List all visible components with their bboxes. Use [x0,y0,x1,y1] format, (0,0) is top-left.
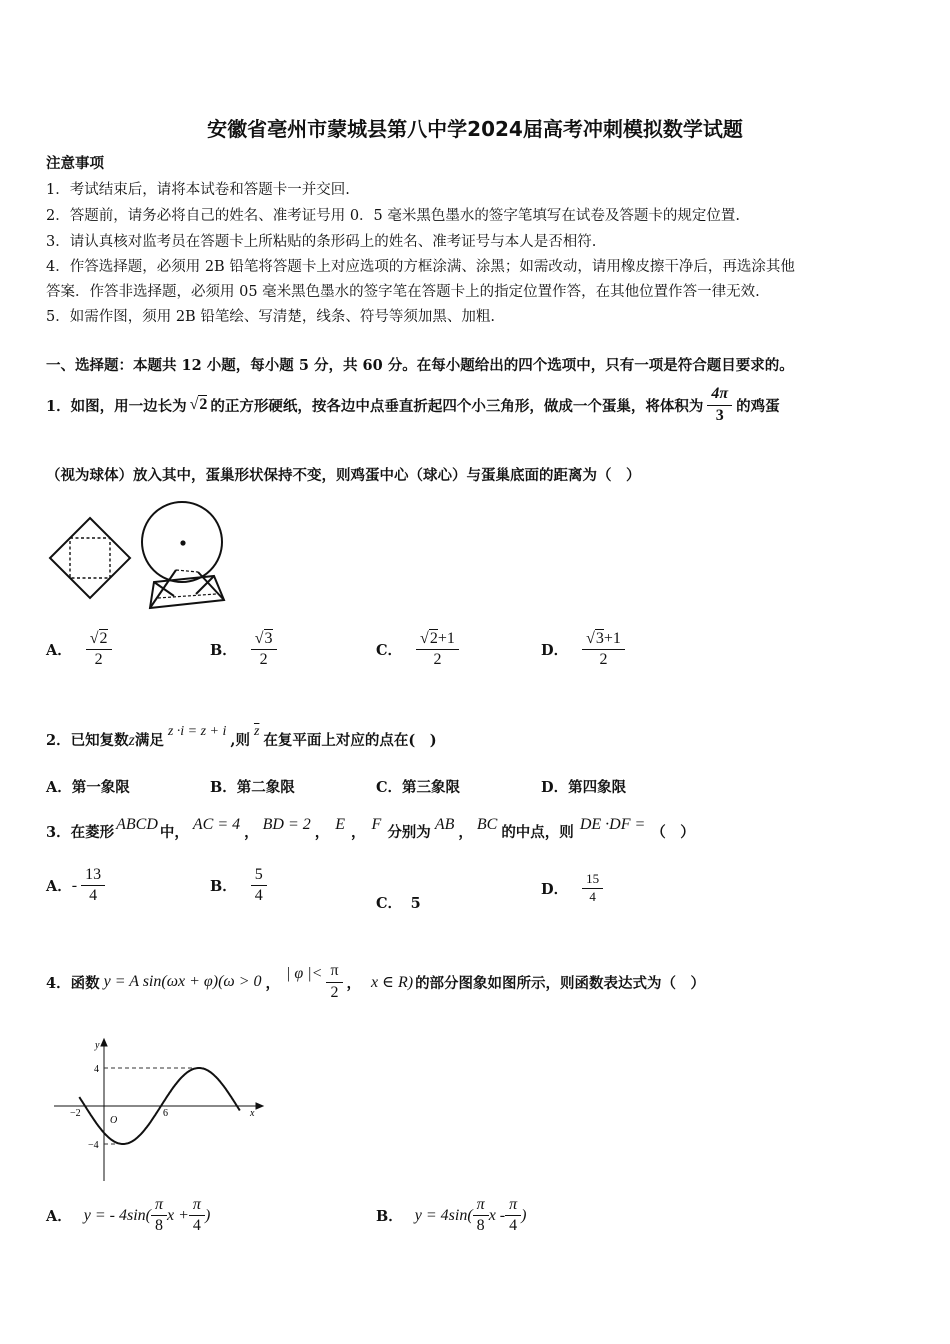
q1-sqrt: √2 [189,396,208,413]
option-label: B． [210,642,237,660]
denominator: 2 [599,651,608,669]
q3-text: 3．在菱形 [46,824,115,841]
q3-f: F [371,816,382,833]
q4-phi-bound: | φ |< [285,965,323,982]
option-expr: y = 4sin( [414,1206,473,1224]
q4-text: 4．函数 [46,974,100,992]
q1-egg-nest-figure [46,496,236,614]
q3-bd: BD = 2 [262,816,311,833]
q1-vol-den: 3 [715,406,724,424]
option-fraction [81,866,105,906]
notice-heading: 注意事项 [46,155,104,172]
q2-option-d[interactable]: D．第四象限 [541,779,627,796]
numerator: 15 [582,872,603,889]
denominator: 4 [89,887,98,905]
q2-text: 满足 [134,732,164,749]
q4-function: y = A sin(ωx + φ)(ω > 0 [103,973,262,990]
radicand: 3 [264,630,273,647]
q4-pi-over-2 [326,962,342,1002]
denominator: 2 [94,651,103,669]
sqrt-sign: √ [586,630,595,647]
option-label: C． [376,895,403,912]
option-fraction [582,630,625,670]
option-expr: ) [521,1206,527,1224]
q3-text: ， [458,824,473,841]
origin-label: O [110,1115,118,1126]
q4-option-a[interactable] [46,1196,210,1236]
q3-option-a[interactable] [46,866,105,906]
q1-radicand: 2 [199,396,208,413]
option-label: A． [46,878,72,896]
option-label: C． [376,642,403,660]
q1-inner-square [70,538,110,578]
q1-option-b[interactable] [210,630,277,670]
q1-center-dot [180,540,185,545]
q2-text: ,则 [230,732,250,749]
sqrt-sign: √ [89,630,99,647]
q3-e: E [335,816,346,833]
numerator: π [326,962,342,982]
q3-ac: AC = 4 [192,816,241,833]
option-fraction [582,872,603,905]
question-2-stem [46,716,437,750]
option-value: 5 [410,895,421,912]
q4-sine-graph [46,1036,268,1186]
q3-text: 分别为 [387,824,431,841]
numerator: π [473,1196,489,1216]
q1-diamond [50,518,130,598]
q1-text: 的正方形硬纸，按各边中点垂直折起四个小三角形，做成一个蛋巢，将体积为 [210,397,704,415]
q2-option-c[interactable]: C．第三象限 [376,779,461,796]
notice-item: 1．考试结束后，请将本试卷和答题卡一并交回. [46,182,350,198]
section-heading: 一、选择题：本题共 12 小题，每小题 5 分，共 60 分。在每小题给出的四个选项中，只有一项是符合题目要求的。 [46,357,794,374]
numerator: π [151,1196,167,1216]
option-expr: ) [204,1206,211,1224]
denominator: 4 [192,1217,201,1235]
q1-text: 1．如图，用一边长为 [46,397,187,415]
numerator: 13 [81,866,105,886]
q3-dot-product: DE ·DF = [579,816,646,833]
question-4-stem [46,952,705,1012]
option-label: B． [376,1208,403,1226]
denominator: 2 [259,651,268,669]
q3-text: ， [314,824,330,841]
option-fraction [251,630,277,670]
q1-vol-num: 4π [707,385,732,405]
q2-equation: z ·i = z + i [167,724,227,739]
option-fraction [151,1196,167,1236]
q1-option-c[interactable] [376,630,459,670]
denominator: 2 [330,983,339,1001]
denominator: 4 [254,887,263,905]
q3-text: 的中点，则 [501,824,574,841]
q4-text: ， [346,974,362,992]
radicand: 3 [595,630,604,647]
option-label: A． [46,642,72,660]
q1-option-d[interactable] [541,630,625,670]
option-label: A． [46,1208,72,1226]
notice-item: 4．作答选择题，必须用 2B 铅笔将答题卡上对应选项的方框涂满、涂黑；如需改动，请用橡皮擦干净后，再选涂其他 [46,259,795,275]
x-neg-label: −2 [70,1108,81,1119]
q4-option-b[interactable] [376,1196,526,1236]
q2-z: z [128,732,135,749]
q4-text: 的部分图象如图所示，则函数表达式为（ ） [415,974,706,992]
y-min-label: −4 [88,1140,99,1151]
q3-ab: AB [434,816,455,833]
plus-term: +1 [437,630,455,647]
q4-text: ， [265,974,280,992]
option-label: B． [210,878,237,896]
option-label: D． [541,642,569,660]
x-axis-label: x [250,1108,255,1119]
q3-bc: BC [476,816,498,833]
question-1-stem-line2: （视为球体）放入其中，蛋巢形状保持不变，则鸡蛋中心（球心）与蛋巢底面的距离为（ ） [46,467,641,484]
notice-item: 2．答题前，请务必将自己的姓名、准考证号用 0．5 毫米黑色墨水的签字笔填写在试卷及答题卡的规定位置. [46,208,740,224]
x-six-label: 6 [163,1108,168,1119]
plus-term: +1 [603,630,621,647]
q1-volume-fraction [707,385,732,425]
option-label: D． [541,880,569,898]
option-fraction [505,1196,521,1236]
q1-text: 的鸡蛋 [736,397,780,415]
y-axis-label: y [95,1040,100,1051]
q3-abcd: ABCD [116,816,158,833]
q2-z-conjugate: $\overline{z}$ [253,724,260,739]
option-fraction [473,1196,489,1236]
option-fraction [189,1196,205,1236]
q3-option-c[interactable] [376,892,421,913]
q3-option-b[interactable] [210,866,267,906]
denominator: 4 [589,888,596,904]
question-3-stem [46,808,695,842]
page-title: 安徽省亳州市蒙城县第八中学2024届高考冲刺模拟数学试题 [207,117,743,141]
sqrt-sign: √ [420,630,429,647]
option-expr: y = - 4sin( [83,1206,151,1224]
q2-text: 在复平面上对应的点在( ) [263,732,437,749]
notice-item: 答案．作答非选择题，必须用 05 毫米黑色墨水的签字笔在答题卡上的指定位置作答，在其他位置作答一律无效. [46,284,760,300]
option-fraction [86,630,112,670]
numerator: 5 [251,866,267,886]
option-expr: x + [167,1206,189,1224]
numerator: π [505,1196,521,1216]
option-expr: x - [488,1206,506,1224]
option-fraction [416,630,459,670]
notice-item: 5．如需作图，须用 2B 铅笔绘、写清楚，线条、符号等须加黑、加粗. [46,309,495,325]
y-max-label: 4 [94,1064,99,1075]
q3-text: 中， [159,824,189,841]
q3-option-d[interactable] [541,872,603,905]
option-fraction [251,866,267,906]
q2-option-b[interactable]: B．第二象限 [210,779,295,796]
q4-domain: x ∈ R) [371,974,414,991]
denominator: 8 [476,1217,485,1235]
radicand: 2 [429,630,438,647]
sqrt-sign: √ [254,630,264,647]
radicand: 2 [99,630,108,647]
x-axis-arrow [256,1103,263,1109]
numerator: π [189,1196,205,1216]
q2-text: 2．已知复数 [46,732,129,749]
q3-text: ， [244,824,259,841]
q3-text: ， [351,824,366,841]
denominator: 2 [433,651,442,669]
q1-option-a[interactable] [46,630,112,670]
y-axis-arrow [101,1039,107,1046]
q3-text: （ ） [651,824,695,841]
denominator: 8 [155,1217,163,1235]
notice-item: 3．请认真核对监考员在答题卡上所粘贴的条形码上的姓名、准考证号与本人是否相符. [46,234,597,250]
denominator: 4 [509,1217,518,1235]
q2-option-a[interactable]: A．第一象限 [46,779,130,796]
question-1-stem [46,375,780,435]
option-sign: - [71,876,78,894]
